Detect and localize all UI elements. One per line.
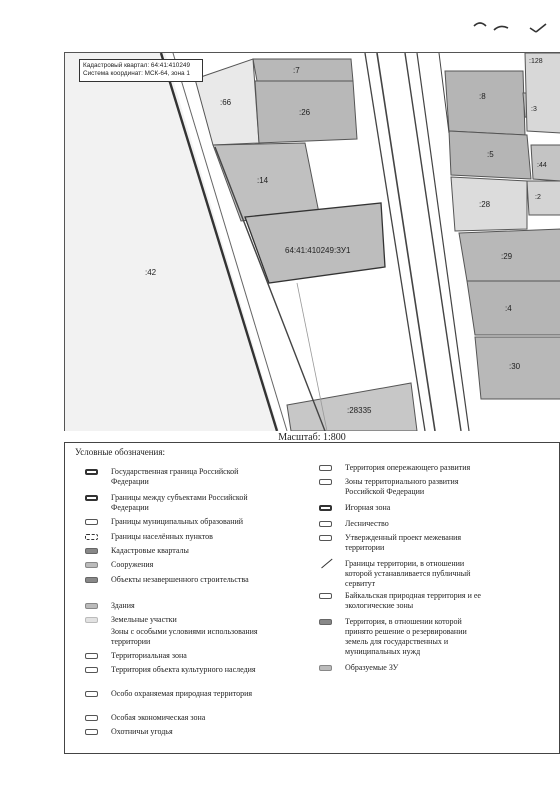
structures-symbol (85, 562, 98, 568)
legend-item-public-easement: Границы территории, в отношении которой устанавливается публичный сервитут (319, 559, 485, 589)
label-parcel-7: :7 (293, 66, 300, 75)
parcel-2 (527, 181, 560, 215)
gambling-zone-symbol (319, 505, 332, 511)
baikal-territory-symbol (319, 593, 332, 599)
parcel-8 (445, 71, 525, 135)
hunting-grounds-symbol (85, 729, 98, 735)
legend-item-reserved-land: Территория, в отношении которой принято решение о резервировании земель для государственных и муниципальных нужд (319, 617, 485, 657)
cadastral-quarter-text: Кадастровый квартал: 64:41:410249 (83, 62, 190, 69)
protected-area-symbol (85, 691, 98, 697)
legend-item-buildings: Здания (85, 601, 135, 611)
parcel-28 (451, 177, 527, 231)
legend-item-settlement-border: Границы населённых пунктов (85, 532, 213, 542)
label-parcel-5: :5 (487, 150, 494, 159)
parcel-128-corner (525, 53, 560, 133)
state-border-symbol (85, 469, 98, 475)
label-parcel-29: :29 (501, 252, 513, 261)
land-plots-symbol (85, 617, 98, 623)
legend-item-special-zones: Зоны с особыми условиями использования территории (85, 627, 261, 647)
parcel-formed-zu1 (245, 203, 385, 283)
parcel-44 (531, 145, 560, 181)
legend-item-advanced-development: Территория опережающего развития (319, 463, 470, 473)
parcel-26 (255, 81, 357, 143)
economic-zone-symbol (85, 715, 98, 721)
label-parcel-28335: :28335 (347, 406, 372, 415)
label-parcel-28: :28 (479, 200, 491, 209)
legend-item-gambling-zone: Игорная зона (319, 503, 390, 513)
label-parcel-26: :26 (299, 108, 311, 117)
parcel-30 (475, 337, 560, 399)
parcel-29 (459, 229, 560, 281)
legend-item-municipal-border: Границы муниципальных образований (85, 517, 243, 527)
parcel-7 (253, 59, 353, 81)
legend-item-land-plots: Земельные участки (85, 615, 177, 625)
label-parcel-8: :8 (479, 92, 486, 101)
legend-item-unfinished: Объекты незавершенного строительства (85, 575, 249, 585)
legend-item-cadastral-quarters: Кадастровые кварталы (85, 546, 189, 556)
territorial-development-symbol (319, 479, 332, 485)
settlement-border-symbol (85, 534, 98, 540)
legend-item-cultural-heritage: Территория объекта культурного наследия (85, 665, 256, 675)
label-parcel-3: :3 (531, 106, 537, 113)
legend-item-economic-zone: Особая экономическая зона (85, 713, 205, 723)
forestry-symbol (319, 521, 332, 527)
buildings-symbol (85, 603, 98, 609)
public-easement-symbol (319, 561, 332, 567)
subject-border-symbol (85, 495, 98, 501)
legend-item-territorial-development: Зоны территориального развития Российской Федерации (319, 477, 485, 497)
parcel-28335 (287, 383, 417, 431)
cultural-heritage-symbol (85, 667, 98, 673)
municipal-border-symbol (85, 519, 98, 525)
label-parcel-formed: 64:41:410249:ЗУ1 (285, 246, 351, 255)
label-parcel-42: :42 (145, 268, 157, 277)
label-parcel-66: :66 (220, 98, 232, 107)
reserved-land-symbol (319, 619, 332, 625)
legend (64, 442, 560, 754)
label-parcel-44: :44 (537, 162, 547, 169)
map-scale: Масштаб: 1:800 (278, 432, 346, 443)
label-parcel-128: :128 (529, 58, 543, 65)
legend-item-formed-plots: Образуемые ЗУ (319, 663, 398, 673)
coordinate-system-text: Система координат: МСК-64, зона 1 (83, 70, 190, 77)
legend-item-survey-project: Утвержденный проект межевания территории (319, 533, 485, 553)
legend-item-territorial-zone: Территориальная зона (85, 651, 187, 661)
map-info-box (79, 59, 203, 82)
parcel-5 (449, 131, 531, 179)
legend-title: Условные обозначения: (75, 447, 166, 457)
advanced-development-symbol (319, 465, 332, 471)
legend-item-subject-border: Границы между субъектами Российской Федерации (85, 493, 261, 513)
legend-item-state-border: Государственная граница Российской Федерации (85, 467, 261, 487)
label-parcel-30: :30 (509, 362, 521, 371)
cadastral-quarters-symbol (85, 548, 98, 554)
parcel-66 (195, 59, 259, 145)
unfinished-symbol (85, 577, 98, 583)
parcel-4 (467, 281, 560, 335)
road-line-mid-2 (377, 53, 435, 431)
legend-item-forestry: Лесничество (319, 519, 389, 529)
legend-item-structures: Сооружения (85, 560, 153, 570)
legend-item-protected-area: Особо охраняемая природная территория (85, 689, 252, 699)
territorial-zone-symbol (85, 653, 98, 659)
survey-project-symbol (319, 535, 332, 541)
legend-item-hunting-grounds: Охотничьи угодья (85, 727, 173, 737)
map-drawing (65, 53, 560, 431)
label-parcel-2: :2 (535, 194, 541, 201)
special-zones-symbol (85, 629, 98, 635)
formed-plots-symbol (319, 665, 332, 671)
label-parcel-14: :14 (257, 176, 269, 185)
label-parcel-4: :4 (505, 304, 512, 313)
cadastral-map (64, 52, 560, 431)
legend-item-baikal-territory: Байкальская природная территория и ее экологические зоны (319, 591, 485, 611)
scan-corner-marks (470, 14, 550, 38)
